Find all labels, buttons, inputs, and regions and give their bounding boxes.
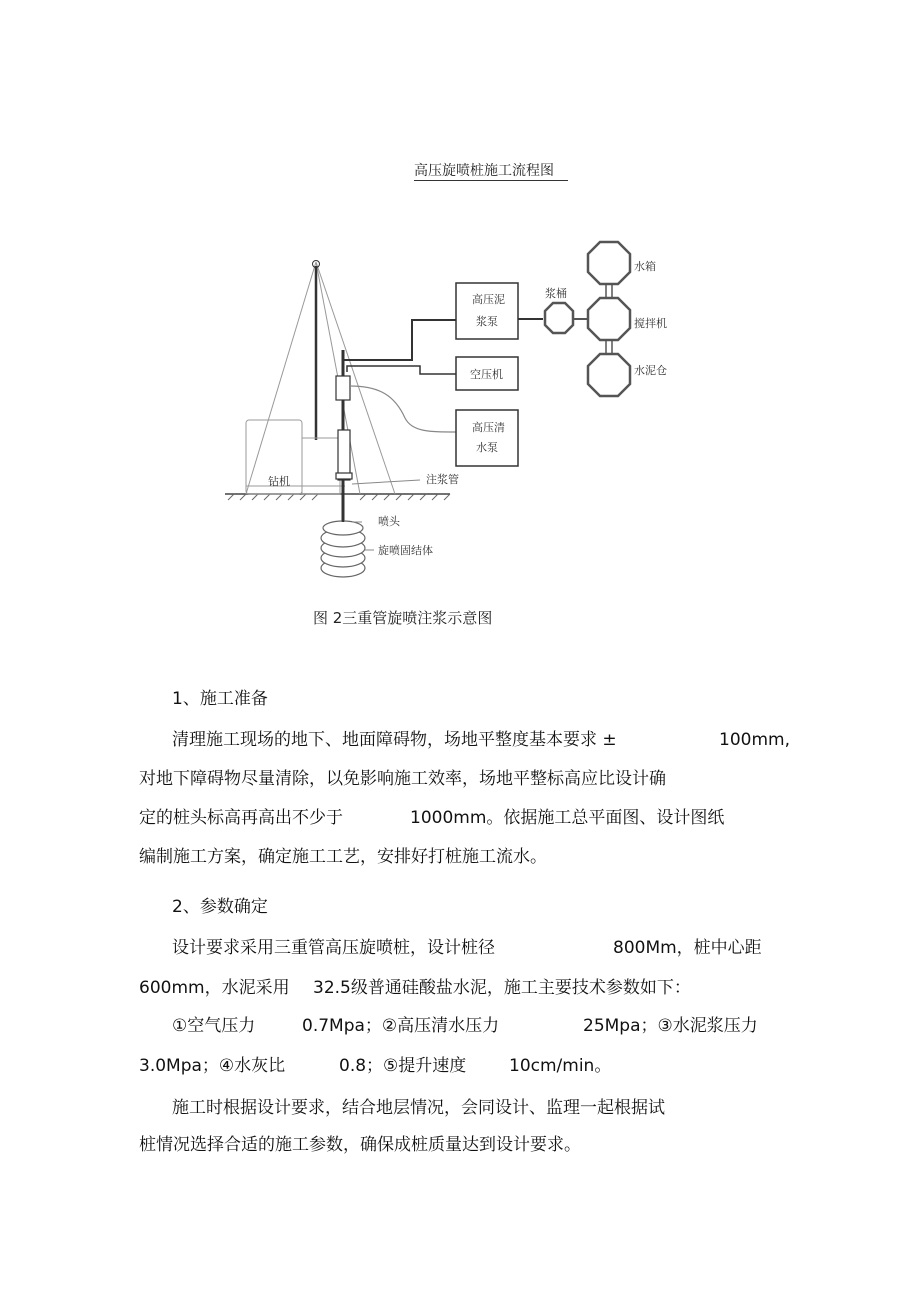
ground-line xyxy=(225,494,450,500)
cement-silo-shape xyxy=(588,354,630,396)
tank-mixer-link xyxy=(606,284,612,298)
section2-line6: 桩情况选择合适的施工参数，确保成桩质量达到设计要求。 xyxy=(139,1135,581,1155)
grout-pipe-leader xyxy=(352,480,420,484)
section2-line4-b: 0.8；⑤提升速度 xyxy=(339,1056,467,1076)
section1-line2: 对地下障碍物尽量清除，以免影响施工效率，场地平整标高应比设计确 xyxy=(139,769,666,789)
section2-heading: 2、参数确定 xyxy=(172,897,268,917)
grout-pipe-label: 注浆管 xyxy=(426,473,459,486)
section1-line1-b: 100mm, xyxy=(719,730,790,750)
jet-grouting-diagram xyxy=(0,0,920,600)
section1-line3-a: 定的桩头标高再高出不少于 xyxy=(139,808,343,828)
drill-rig-body xyxy=(246,420,345,494)
mud-pump-label-1: 高压泥 xyxy=(472,293,505,306)
section2-line3-a: ①空气压力 xyxy=(172,1016,256,1036)
slurry-bucket-label: 浆桶 xyxy=(545,287,567,300)
water-pump-label-2: 水泵 xyxy=(476,441,498,454)
mixer-label: 搅拌机 xyxy=(634,317,667,330)
section1-line1-a: 清理施工现场的地下、地面障碍物，场地平整度基本要求 ± xyxy=(172,730,617,750)
mixer-silo-link xyxy=(606,340,612,354)
section2-line1-b: 800Mm，桩中心距 xyxy=(613,938,762,958)
hose-lines xyxy=(343,320,456,432)
section1-line3-b: 1000mm。依据施工总平面图、设计图纸 xyxy=(410,808,725,828)
cement-silo-label: 水泥仓 xyxy=(634,364,667,377)
section2-line1-a: 设计要求采用三重管高压旋喷桩，设计桩径 xyxy=(172,938,495,958)
water-pump-box xyxy=(456,410,518,466)
nozzle-label: 喷头 xyxy=(378,515,400,528)
section2-line5: 施工时根据设计要求，结合地层情况，会同设计、监理一起根据试 xyxy=(172,1098,665,1118)
water-tank-label: 水箱 xyxy=(634,260,656,273)
mixer-shape xyxy=(588,298,630,340)
section1-heading: 1、施工准备 xyxy=(172,689,268,709)
figure-caption: 图 2三重管旋喷注浆示意图 xyxy=(313,609,493,627)
section2-line4-a: 3.0Mpa；④水灰比 xyxy=(139,1056,286,1076)
jet-body-label: 旋喷固结体 xyxy=(378,544,433,557)
section2-line2-b: 32.5级普通硅酸盐水泥，施工主要技术参数如下： xyxy=(313,978,691,998)
water-tank-shape xyxy=(588,242,630,284)
jet-grouted-body xyxy=(321,521,365,577)
drill-tower xyxy=(246,261,395,495)
section2-line3-c: 25Mpa；③水泥浆压力 xyxy=(583,1016,758,1036)
air-compressor-label: 空压机 xyxy=(470,368,503,381)
page-title: 高压旋喷桩施工流程图 xyxy=(414,162,568,181)
slurry-bucket-shape xyxy=(545,303,573,333)
water-pump-label-1: 高压清 xyxy=(472,421,505,434)
section2-line4-c: 10cm/min。 xyxy=(509,1056,612,1076)
mud-pump-box xyxy=(456,283,518,339)
drill-rig-label: 钻机 xyxy=(268,475,290,488)
section2-line3-b: 0.7Mpa；②高压清水压力 xyxy=(302,1016,500,1036)
mud-pump-label-2: 浆泵 xyxy=(476,315,498,328)
section2-line2-a: 600mm，水泥采用 xyxy=(139,978,290,998)
section1-line4: 编制施工方案，确定施工工艺，安排好打桩施工流水。 xyxy=(139,847,547,867)
